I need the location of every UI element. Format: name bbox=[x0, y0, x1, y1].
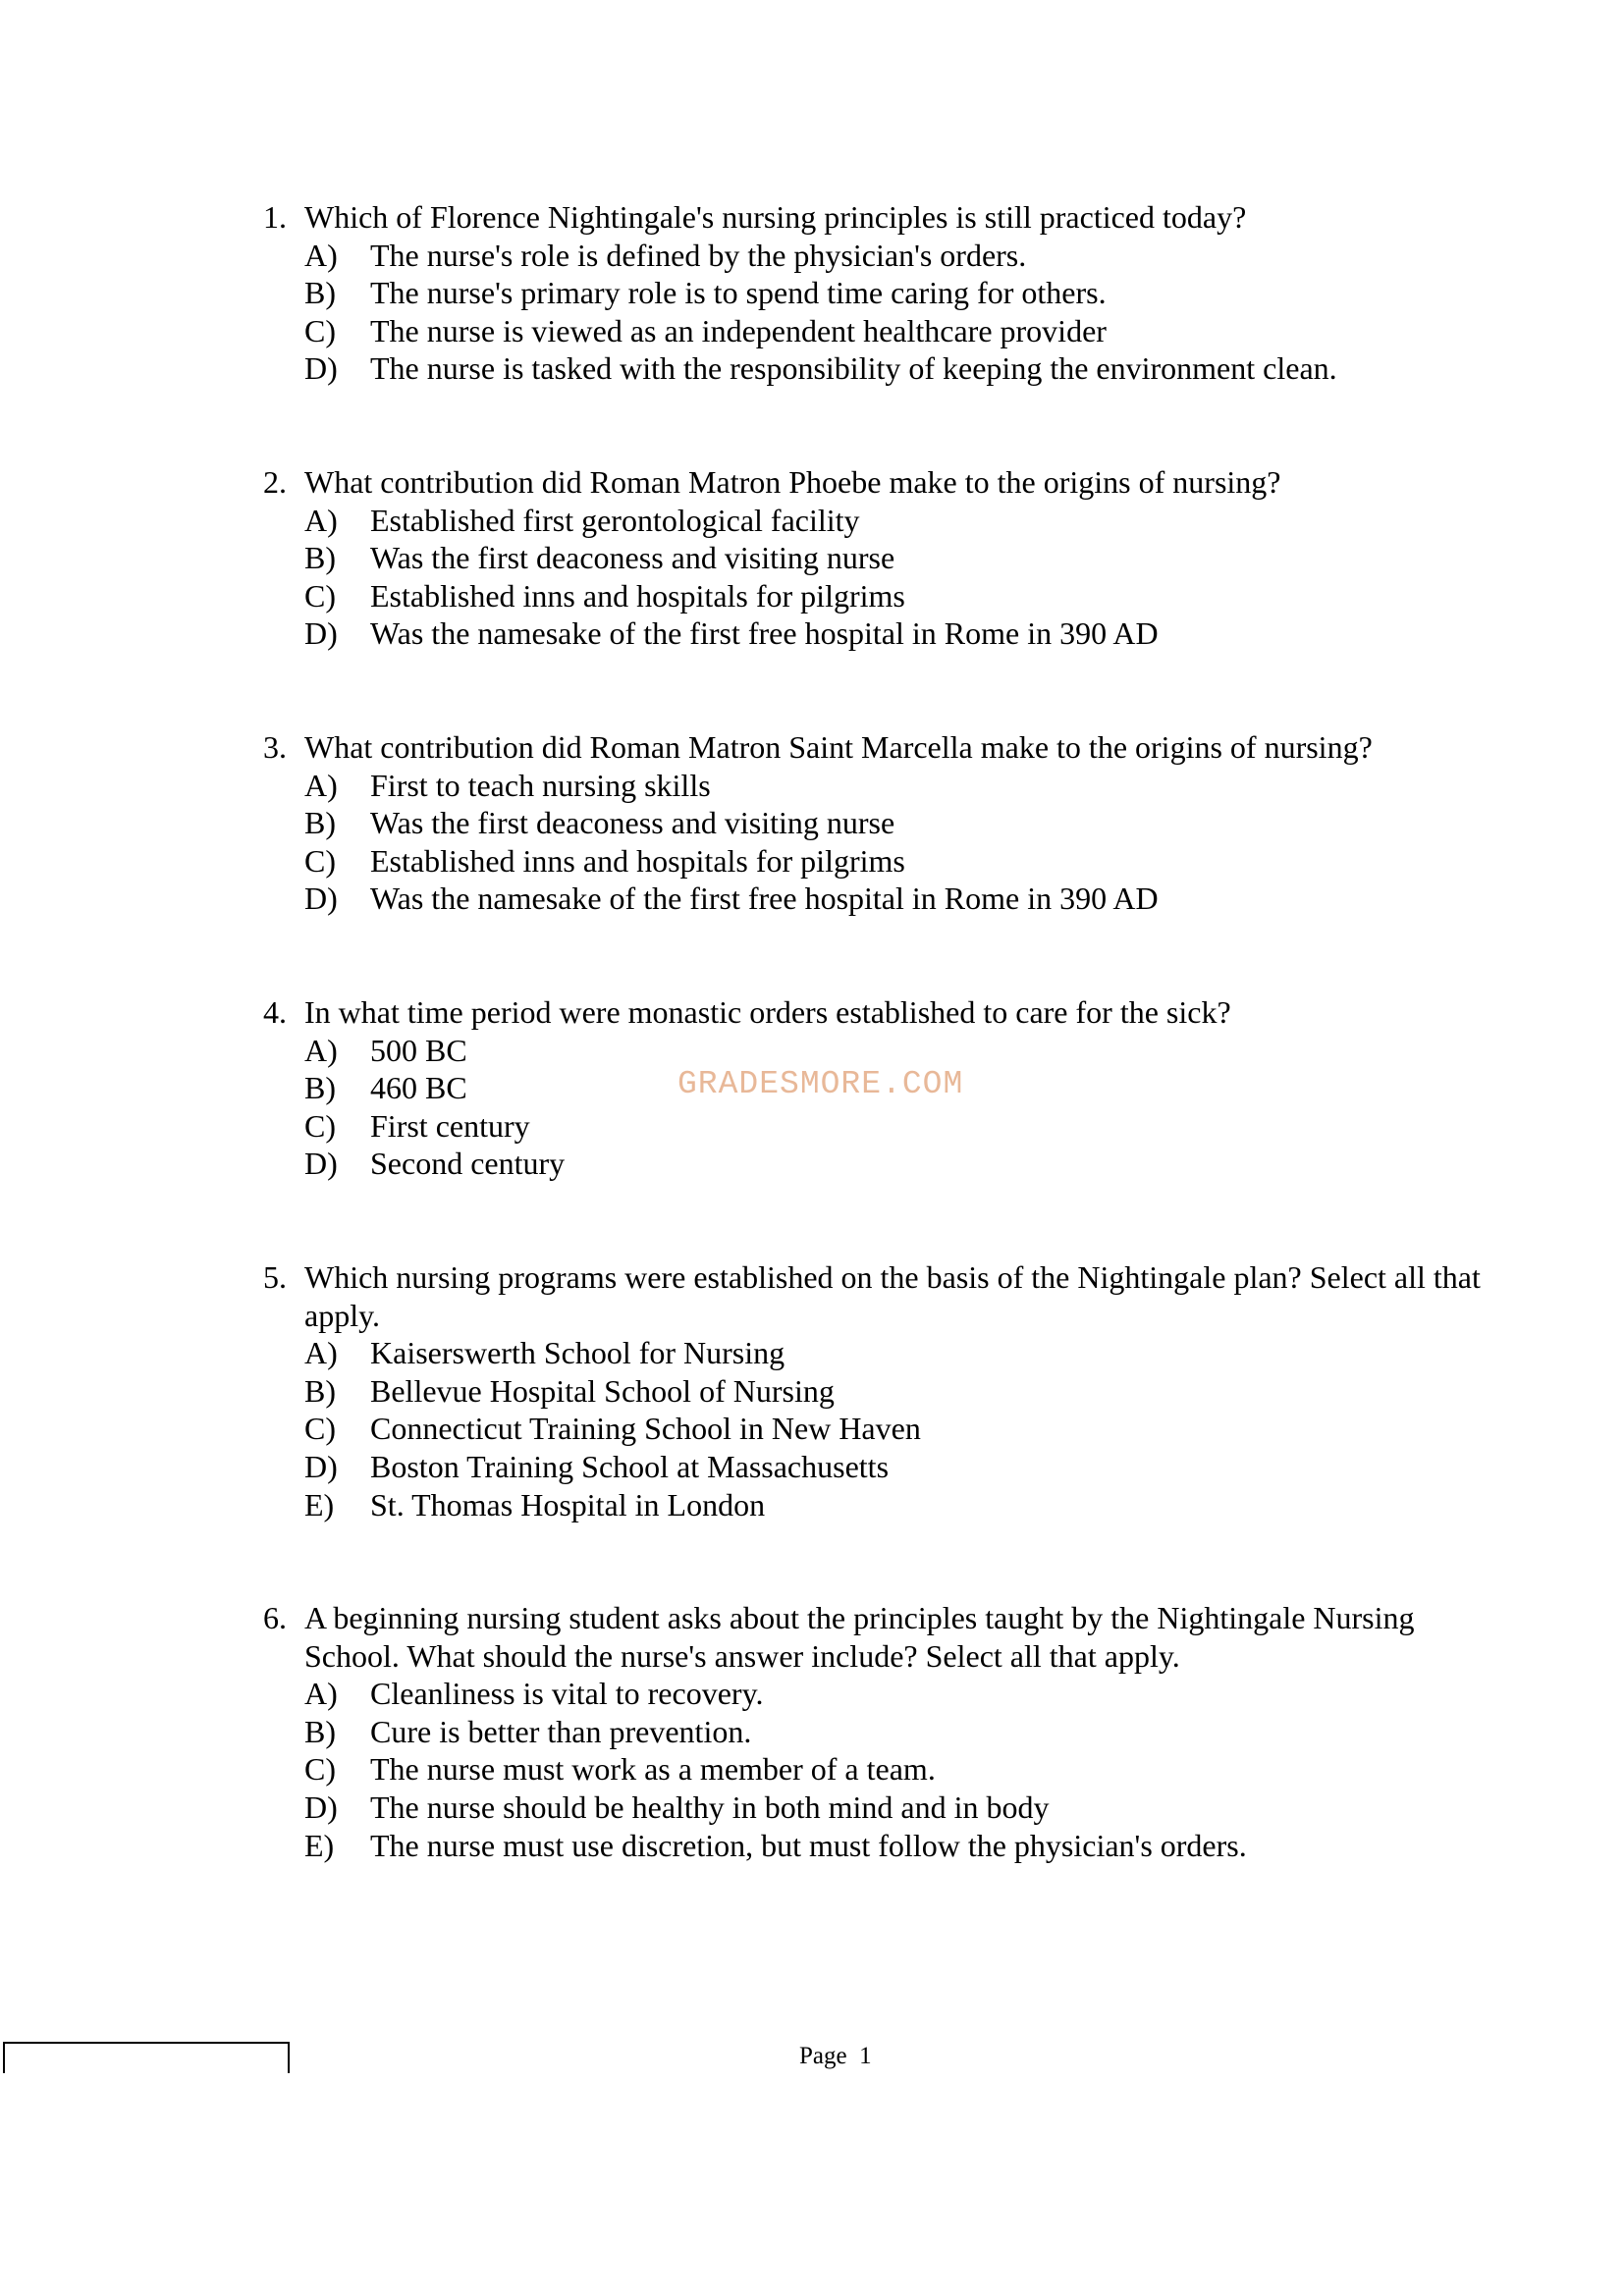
answer-option bbox=[263, 1334, 1481, 1372]
option-text: The nurse should be healthy in both mind and in body bbox=[370, 1789, 1050, 1825]
option-letter: C) bbox=[304, 1751, 336, 1788]
option-letter: D) bbox=[304, 1789, 338, 1825]
answer-option bbox=[263, 1827, 1481, 1865]
option-text: Second century bbox=[370, 1146, 566, 1182]
option-letter: A) bbox=[304, 237, 338, 273]
answer-option bbox=[263, 1032, 1481, 1070]
question-number: 4. bbox=[263, 994, 287, 1030]
question-2 bbox=[263, 463, 1481, 653]
question-stem: Which nursing programs were established on the basis of the Nightingale plan? Select all that apply. bbox=[304, 1259, 1481, 1333]
option-letter: A) bbox=[304, 767, 338, 803]
option-letter: A) bbox=[304, 1032, 338, 1068]
option-text: 460 BC bbox=[370, 1070, 467, 1106]
answer-option bbox=[263, 1145, 1481, 1183]
option-text: Bellevue Hospital School of Nursing bbox=[370, 1372, 835, 1409]
option-text: Boston Training School at Massachusetts bbox=[370, 1448, 890, 1484]
answer-option bbox=[263, 1372, 1481, 1411]
option-text: First century bbox=[370, 1107, 530, 1144]
option-letter: B) bbox=[304, 540, 336, 576]
answer-option bbox=[263, 1789, 1481, 1827]
option-letter: D) bbox=[304, 350, 338, 387]
question-stem: Which of Florence Nightingale's nursing principles is still practiced today? bbox=[304, 199, 1247, 235]
option-text: Was the first deaconess and visiting nurse bbox=[370, 805, 895, 841]
footer-box bbox=[3, 2042, 290, 2073]
answer-option bbox=[263, 502, 1481, 540]
question-stem: In what time period were monastic orders established to care for the sick? bbox=[304, 994, 1231, 1030]
option-text: The nurse is tasked with the responsibility of keeping the environment clean. bbox=[370, 350, 1337, 387]
option-letter: B) bbox=[304, 805, 336, 841]
option-letter: B) bbox=[304, 1372, 336, 1409]
option-text: First to teach nursing skills bbox=[370, 767, 711, 803]
option-letter: C) bbox=[304, 1411, 336, 1447]
option-letter: E) bbox=[304, 1486, 335, 1522]
option-text: Connecticut Training School in New Haven bbox=[370, 1411, 921, 1447]
option-text: Cure is better than prevention. bbox=[370, 1713, 752, 1749]
answer-option bbox=[263, 1410, 1481, 1448]
answer-option bbox=[263, 1486, 1481, 1524]
answer-option bbox=[263, 1448, 1481, 1486]
option-letter: D) bbox=[304, 1448, 338, 1484]
question-number: 6. bbox=[263, 1600, 287, 1635]
answer-option bbox=[263, 539, 1481, 577]
option-text: Cleanliness is vital to recovery. bbox=[370, 1676, 764, 1712]
option-text: The nurse's role is defined by the physician's orders. bbox=[370, 237, 1027, 273]
question-6 bbox=[263, 1599, 1481, 1864]
option-letter: D) bbox=[304, 1146, 338, 1182]
answer-option bbox=[263, 842, 1481, 881]
option-letter: C) bbox=[304, 312, 336, 348]
answer-option bbox=[263, 804, 1481, 842]
option-letter: D) bbox=[304, 615, 338, 652]
question-stem: What contribution did Roman Matron Phoebe make to the origins of nursing? bbox=[304, 464, 1281, 500]
option-letter: B) bbox=[304, 1713, 336, 1749]
answer-option bbox=[263, 767, 1481, 805]
answer-option bbox=[263, 274, 1481, 312]
question-5 bbox=[263, 1258, 1481, 1523]
question-number: 1. bbox=[263, 199, 287, 235]
answer-option bbox=[263, 349, 1481, 388]
option-text: Established inns and hospitals for pilgrims bbox=[370, 842, 905, 879]
question-number: 5. bbox=[263, 1259, 287, 1295]
question-3 bbox=[263, 728, 1481, 918]
answer-option bbox=[263, 312, 1481, 350]
question-number: 2. bbox=[263, 464, 287, 500]
answer-option bbox=[263, 880, 1481, 918]
page-number: Page 1 bbox=[799, 2043, 872, 2069]
option-text: The nurse's primary role is to spend time caring for others. bbox=[370, 275, 1107, 311]
option-letter: D) bbox=[304, 881, 338, 917]
option-letter: C) bbox=[304, 1107, 336, 1144]
option-text: Was the namesake of the first free hospital in Rome in 390 AD bbox=[370, 615, 1159, 652]
question-stem: What contribution did Roman Matron Saint Marcella make to the origins of nursing? bbox=[304, 729, 1373, 765]
option-text: Kaiserswerth School for Nursing bbox=[370, 1335, 785, 1371]
option-letter: A) bbox=[304, 1335, 338, 1371]
option-letter: E) bbox=[304, 1827, 335, 1863]
option-text: Was the namesake of the first free hospital in Rome in 390 AD bbox=[370, 881, 1159, 917]
answer-option bbox=[263, 614, 1481, 653]
answer-option bbox=[263, 1675, 1481, 1713]
option-text: Established inns and hospitals for pilgrims bbox=[370, 577, 905, 614]
answer-option bbox=[263, 577, 1481, 615]
option-text: The nurse must work as a member of a team. bbox=[370, 1751, 936, 1788]
question-1 bbox=[263, 198, 1481, 388]
option-text: The nurse must use discretion, but must follow the physician's orders. bbox=[370, 1827, 1247, 1863]
option-text: 500 BC bbox=[370, 1032, 467, 1068]
question-stem: A beginning nursing student asks about the principles taught by the Nightingale Nursing School. What should the nurse's answer include? Select all that apply. bbox=[304, 1600, 1415, 1674]
option-letter: B) bbox=[304, 1070, 336, 1106]
answer-option bbox=[263, 237, 1481, 275]
option-text: St. Thomas Hospital in London bbox=[370, 1486, 766, 1522]
option-letter: A) bbox=[304, 1676, 338, 1712]
option-text: Was the first deaconess and visiting nurse bbox=[370, 540, 895, 576]
answer-option bbox=[263, 1713, 1481, 1751]
option-letter: C) bbox=[304, 842, 336, 879]
option-letter: B) bbox=[304, 275, 336, 311]
option-text: The nurse is viewed as an independent healthcare provider bbox=[370, 312, 1107, 348]
question-number: 3. bbox=[263, 729, 287, 765]
answer-option bbox=[263, 1107, 1481, 1146]
option-text: Established first gerontological facility bbox=[370, 502, 860, 538]
option-letter: C) bbox=[304, 577, 336, 614]
answer-option bbox=[263, 1750, 1481, 1789]
option-letter: A) bbox=[304, 502, 338, 538]
watermark: GRADESMORE.COM bbox=[677, 1066, 964, 1102]
